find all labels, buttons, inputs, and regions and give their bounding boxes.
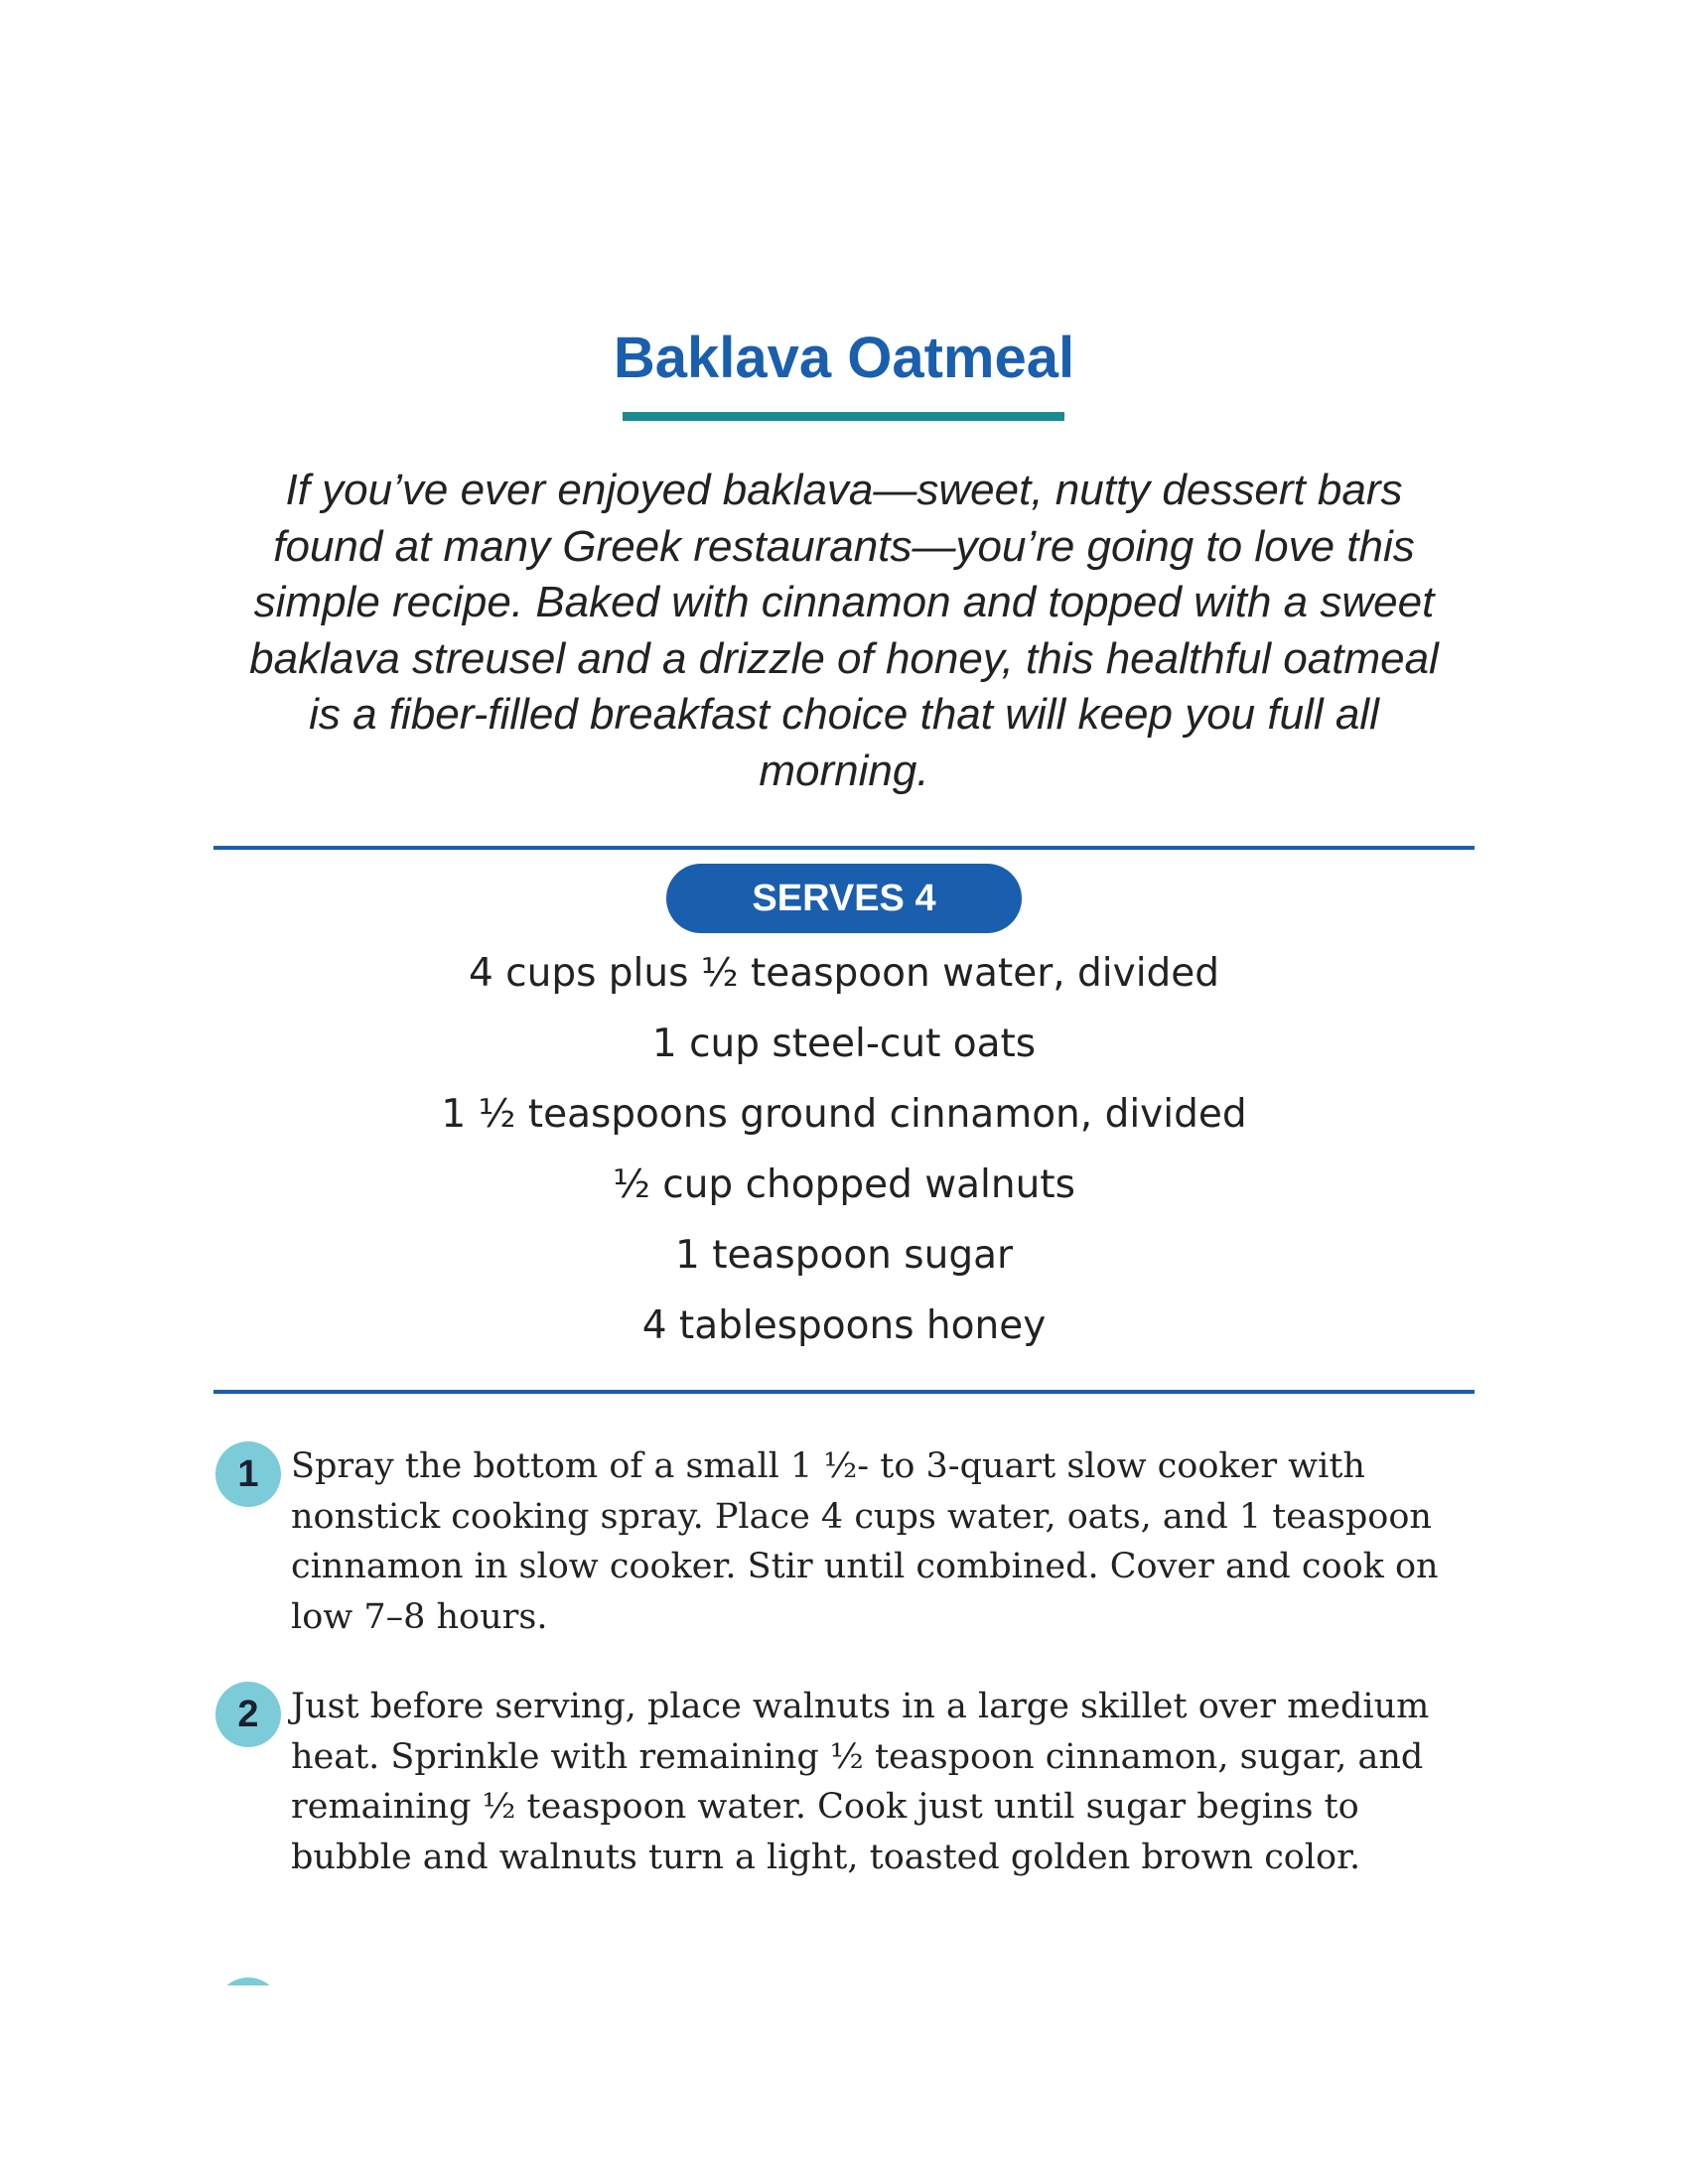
cut-off-step-badge — [215, 1978, 281, 1985]
serves-badge: SERVES 4 — [666, 864, 1022, 933]
instruction-step — [213, 1682, 1475, 1882]
ingredient-item: 1 ½ teaspoons ground cinnamon, divided — [441, 1092, 1247, 1137]
recipe-title: Baklava Oatmeal — [613, 326, 1075, 390]
ingredients-bottom-divider — [213, 1390, 1475, 1394]
instruction-step — [213, 1441, 1475, 1642]
step-number-badge: 1 — [215, 1441, 281, 1507]
ingredient-item: ½ cup chopped walnuts — [613, 1162, 1075, 1207]
ingredient-item: 1 teaspoon sugar — [674, 1233, 1014, 1278]
ingredient-list — [0, 938, 1688, 1361]
step-number-badge: 2 — [215, 1682, 281, 1747]
ingredient-item: 4 cups plus ½ teaspoon water, divided — [468, 951, 1220, 996]
ingredients-top-divider — [213, 846, 1475, 850]
step-text: Spray the bottom of a small 1 ½- to 3-quart slow cooker with nonstick cooking spray. Place 4 cups water, oats, and 1 teaspoon cinnamon in slow cooker. Stir until combined. Cover and cook on low 7–8 hours. — [291, 1446, 1439, 1637]
step-text: Just before serving, place walnuts in a large skillet over medium heat. Sprinkle with remaining ½ teaspoon cinnamon, sugar, and remaining ½ teaspoon water. Cook just until sugar begins to bubble and walnuts turn a light, toasted golden brown color. — [291, 1687, 1430, 1877]
instruction-steps — [213, 1441, 1475, 1922]
ingredient-item: 4 tablespoons honey — [641, 1303, 1047, 1348]
ingredient-item: 1 cup steel-cut oats — [651, 1022, 1037, 1066]
recipe-intro: If you’ve ever enjoyed baklava—sweet, nutty dessert bars found at many Greek restaurants—you’re going to love this simple recipe. Baked with cinnamon and topped with a sweet baklava streusel and a drizzle of honey, this healthful oatmeal is a fiber-filled breakfast choice that will keep you full all morning. — [249, 466, 1439, 795]
title-underline — [623, 412, 1064, 421]
